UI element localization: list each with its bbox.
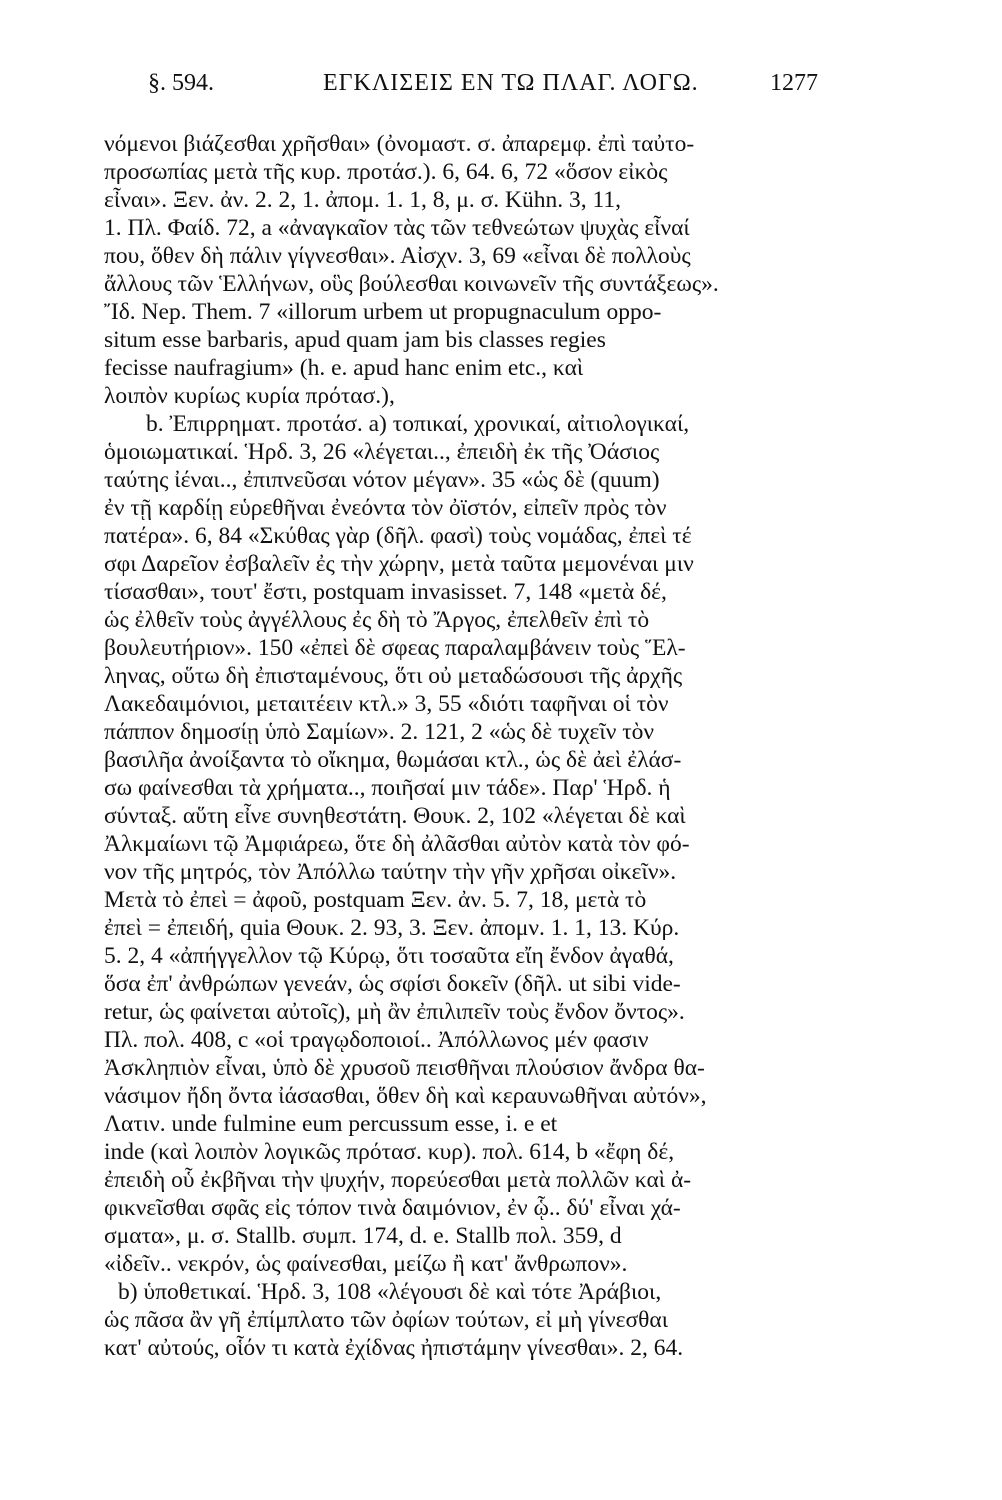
text-line: Πλ. πολ. 408, c «οἱ τραγῳδοποιοί.. Ἀπόλλωνος μέν φασιν bbox=[104, 1027, 649, 1053]
text-line: νόμενοι βιάζεσθαι χρῆσθαι» (ὀνομαστ. σ. ἀπαρεμφ. ἐπὶ ταὐτο- bbox=[104, 131, 695, 157]
text-line: πάππον δημοσίῃ ὑπὸ Σαμίων». 2. 121, 2 «ὡς δὲ τυχεῖν τὸν bbox=[104, 719, 655, 745]
text-line: σματα», μ. σ. Stallb. συμπ. 174, d. e. Stallb πολ. 359, d bbox=[104, 1223, 622, 1249]
text-line: Μετὰ τὸ ἐπεὶ = ἀφοῦ, postquam Ξεν. ἀν. 5. 7, 18, μετὰ τὸ bbox=[104, 887, 647, 913]
text-line: ὡς ἐλθεῖν τοὺς ἀγγέλλους ἐς δὴ τὸ Ἄργος, ἐπελθεῖν ἐπὶ τὸ bbox=[104, 607, 650, 633]
text-line: εἶναι». Ξεν. ἀν. 2. 2, 1. ἀπομ. 1. 1, 8, μ. σ. Kühn. 3, 11, bbox=[104, 187, 622, 213]
text-line: Ἀλκμαίωνι τῷ Ἀμφιάρεω, ὅτε δὴ ἀλᾶσθαι αὐτὸν κατὰ τὸν φό- bbox=[104, 831, 690, 857]
text-line: σω φαίνεσθαι τὰ χρήματα.., ποιῆσαί μιν τάδε». Παρ' Ἡρδ. ἡ bbox=[104, 775, 671, 801]
page-number: 1277 bbox=[770, 70, 818, 96]
text-line: ἄλλους τῶν Ἑλλήνων, οὓς βούλεσθαι κοινωνεῖν τῆς συντάξεως». bbox=[104, 271, 719, 297]
text-line: ὁμοιωματικαί. Ἡρδ. 3, 26 «λέγεται.., ἐπειδὴ ἐκ τῆς Ὀάσιος bbox=[104, 439, 660, 465]
text-line: 5. 2, 4 «ἀπήγγελλον τῷ Κύρῳ, ὅτι τοσαῦτα εἴη ἔνδον ἀγαθά, bbox=[104, 943, 674, 969]
text-line: Ἴδ. Nep. Them. 7 «illorum urbem ut propugnaculum oppo- bbox=[104, 299, 662, 325]
text-line: κατ' αὐτούς, οἷόν τι κατὰ ἐχίδνας ἠπιστάμην γίνεσθαι». 2, 64. bbox=[104, 1335, 684, 1361]
text-line: ὅσα ἐπ' ἀνθρώπων γενεάν, ὡς σφίσι δοκεῖν (δῆλ. ut sibi vide- bbox=[104, 971, 681, 997]
page-body-text bbox=[104, 130, 824, 1362]
text-line: Λακεδαιμόνιοι, μεταιτέειν κτλ.» 3, 55 «διότι ταφῆναι οἱ τὸν bbox=[104, 691, 669, 717]
text-line: ἐπεὶ = ἐπειδή, quia Θουκ. 2. 93, 3. Ξεν. ἀπομν. 1. 1, 13. Κύρ. bbox=[104, 915, 680, 941]
text-line: fecisse naufragium» (h. e. apud hanc enim etc., καὶ bbox=[104, 355, 584, 381]
text-line: 1. Πλ. Φαίδ. 72, a «ἀναγκαῖον τὰς τῶν τεθνεώτων ψυχὰς εἶναί bbox=[104, 215, 690, 241]
text-line: Ἀσκληπιὸν εἶναι, ὑπὸ δὲ χρυσοῦ πεισθῆναι πλούσιον ἄνδρα θα- bbox=[104, 1055, 705, 1081]
text-line: retur, ὡς φαίνεται αὐτοῖς), μὴ ἂν ἐπιλιπεῖν τοὺς ἔνδον ὄντος». bbox=[104, 999, 685, 1025]
section-number: §. 594. bbox=[148, 70, 214, 96]
text-line: βουλευτήριον». 150 «ἐπεὶ δὲ σφεας παραλαμβάνειν τοὺς Ἕλ- bbox=[104, 635, 686, 661]
text-line: βασιλῆα ἀνοίξαντα τὸ οἴκημα, θωμάσαι κτλ., ὡς δὲ ἀεὶ ἐλάσ- bbox=[104, 747, 682, 773]
text-line: b. Ἐπιρρηματ. προτάσ. a) τοπικαί, χρονικαί, αἰτιολογικαί, bbox=[146, 411, 690, 437]
text-line: inde (καὶ λοιπὸν λογικῶς πρότασ. κυρ). πολ. 614, b «ἔφη δέ, bbox=[104, 1139, 675, 1165]
running-header bbox=[148, 62, 818, 102]
text-line: λοιπὸν κυρίως κυρία πρότασ.), bbox=[104, 383, 395, 409]
text-line: προσωπίας μετὰ τῆς κυρ. προτάσ.). 6, 64. 6, 72 «ὅσον εἰκὸς bbox=[104, 159, 668, 185]
text-line: σφι Δαρεῖον ἐσβαλεῖν ἐς τὴν χώρην, μετὰ ταῦτα μεμονέναι μιν bbox=[104, 551, 694, 577]
text-line: Λατιν. unde fulmine eum percussum esse, i. e et bbox=[104, 1111, 558, 1137]
text-line: ληνας, οὕτω δὴ ἐπισταμένους, ὅτι οὐ μεταδώσουσι τῆς ἀρχῆς bbox=[104, 663, 683, 689]
text-line: «ἰδεῖν.. νεκρόν, ὡς φαίνεσθαι, μείζω ἢ κατ' ἄνθρωπον». bbox=[104, 1251, 628, 1277]
running-title: ΕΓΚΛΙΣΕΙΣ ΕΝ ΤΩ ΠΛΑΓ. ΛΟΓΩ. bbox=[323, 70, 699, 96]
text-line: τίσασθαι», τουτ' ἔστι, postquam invasisset. 7, 148 «μετὰ δέ, bbox=[104, 579, 667, 605]
text-line: ὡς πᾶσα ἂν γῆ ἐπίμπλατο τῶν ὀφίων τούτων, εἰ μὴ γίνεσθαι bbox=[104, 1307, 669, 1333]
text-line: πατέρα». 6, 84 «Σκύθας γὰρ (δῆλ. φασὶ) τοὺς νομάδας, ἐπεὶ τέ bbox=[104, 523, 692, 549]
text-line: ἐπειδὴ οὗ ἐκβῆναι τὴν ψυχήν, πορεύεσθαι μετὰ πολλῶν καὶ ἀ- bbox=[104, 1167, 692, 1193]
text-line: σύνταξ. αὕτη εἶνε συνηθεστάτη. Θουκ. 2, 102 «λέγεται δὲ καὶ bbox=[104, 803, 686, 829]
text-line: ταύτης ἰέναι.., ἐπιπνεῦσαι νότον μέγαν». 35 «ὡς δὲ (quum) bbox=[104, 467, 660, 493]
text-line: b) ὑποθετικαί. Ἡρδ. 3, 108 «λέγουσι δὲ καὶ τότε Ἀράβιοι, bbox=[118, 1279, 662, 1305]
text-line: situm esse barbaris, apud quam jam bis classes regies bbox=[104, 327, 606, 353]
text-line: νον τῆς μητρός, τὸν Ἀπόλλω ταύτην τὴν γῆν χρῆσαι οἰκεῖν». bbox=[104, 859, 677, 885]
text-line: φικνεῖσθαι σφᾶς εἰς τόπον τινὰ δαιμόνιον, ἐν ᾧ.. δύ' εἶναι χά- bbox=[104, 1195, 681, 1221]
text-line: ἐν τῇ καρδίῃ εὑρεθῆναι ἐνεόντα τὸν ὀϊστόν, εἰπεῖν πρὸς τὸν bbox=[104, 495, 667, 521]
text-line: που, ὅθεν δὴ πάλιν γίγνεσθαι». Αἰσχν. 3, 69 «εἶναι δὲ πολλοὺς bbox=[104, 243, 691, 269]
text-line: νάσιμον ἤδη ὄντα ἰάσασθαι, ὅθεν δὴ καὶ κεραυνωθῆναι αὐτόν», bbox=[104, 1083, 707, 1109]
